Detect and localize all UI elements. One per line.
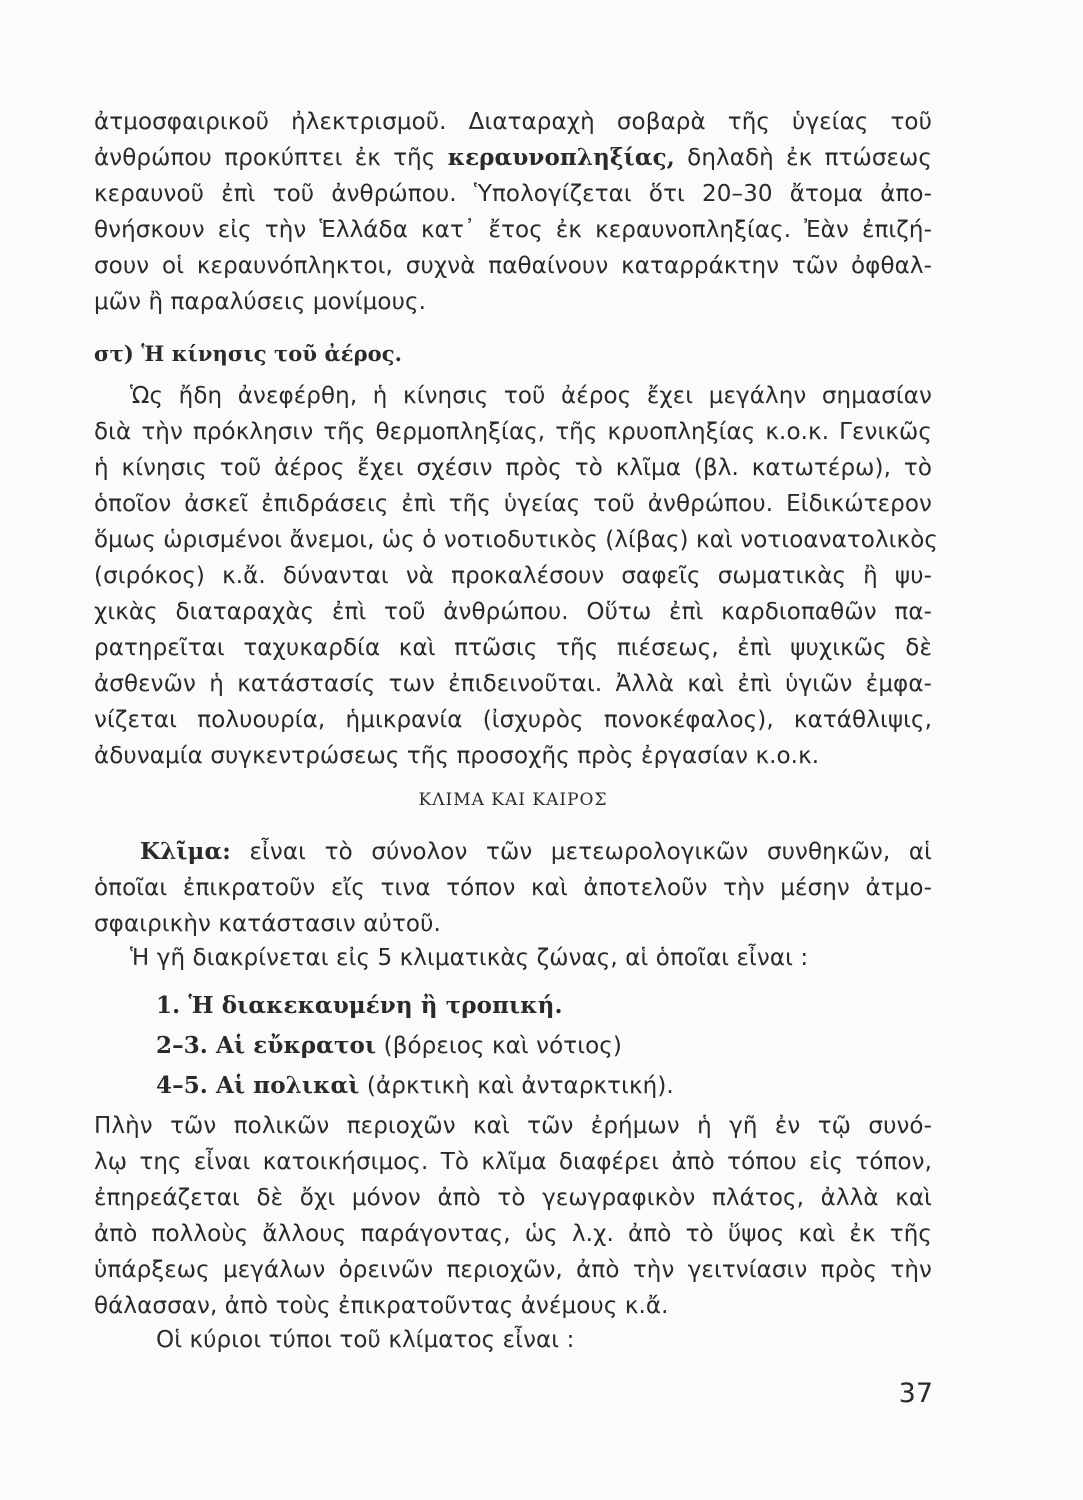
subsection-title [94, 336, 932, 372]
text-line: νίζεται πολυουρία, ἡμικρανία (ἰσχυρὸς πονοκέφαλος), κατάθλιψις, [94, 707, 932, 733]
text-line: χικὰς διαταραχὰς ἐπὶ τοῦ ἀνθρώπου. Οὕτω ἐπὶ καρδιοπαθῶν πα- [94, 599, 932, 625]
bold-term: 2–3. Αἱ εὔκρατοι [156, 1032, 377, 1059]
text-line: ρατηρεῖται ταχυκαρδία καὶ πτῶσις τῆς πιέσεως, ἐπὶ ψυχικῶς δὲ [94, 635, 932, 661]
climate-zones-list [94, 986, 932, 1106]
paragraph-lightning [94, 104, 932, 320]
text-line: διὰ τὴν πρόκλησιν τῆς θερμοπληξίας, τῆς κρυοπληξίας κ.ο.κ. Γενικῶς [94, 419, 932, 445]
text-run: ἀνθρώπου προκύπτει ἐκ τῆς [94, 145, 448, 171]
text-line: (σιρόκος) κ.ἄ. δύνανται νὰ προκαλέσουν σαφεῖς σωματικὰς ἢ ψυ- [94, 563, 932, 589]
text-line: ὅμως ὡρισμένοι ἄνεμοι, ὡς ὁ νοτιοδυτικὸς (λίβας) καὶ νοτιοανατολικὸς [94, 527, 938, 553]
paragraph-habitability [94, 1108, 932, 1324]
closing-line: Οἱ κύριοι τύποι τοῦ κλίματος εἶναι : [156, 1327, 575, 1353]
zones-intro: Ἡ γῆ διακρίνεται εἰς 5 κλιματικὰς ζώνας, αἱ ὁποῖαι εἶναι : [130, 945, 809, 971]
text-line [94, 140, 932, 176]
text-line [94, 986, 932, 1026]
text-line: ἀτμοσφαιρικοῦ ἠλεκτρισμοῦ. Διαταραχὴ σοβαρὰ τῆς ὑγείας τοῦ [94, 109, 932, 135]
text-run: (βόρειος καὶ νότιος) [376, 1033, 622, 1059]
bold-term: κεραυνοπληξίας, [447, 144, 675, 171]
text-run: (ἀρκτικὴ καὶ ἀνταρκτική). [359, 1073, 674, 1099]
text-line: ἐπηρεάζεται δὲ ὄχι μόνον ἀπὸ τὸ γεωγραφικὸν πλάτος, ἀλλὰ καὶ [94, 1185, 932, 1211]
bold-term: 1. Ἡ διακεκαυμένη ἢ τροπική. [156, 992, 563, 1019]
text-run: δηλαδὴ ἐκ πτώσεως [674, 145, 933, 171]
text-line [94, 1026, 932, 1066]
text-line: μῶν ἢ παραλύσεις μονίμους. [94, 289, 426, 315]
text-line: σουν οἱ κεραυνόπληκτοι, συχνὰ παθαίνουν καταρράκτην τῶν ὀφθαλ- [94, 253, 932, 279]
closing-block [94, 1322, 932, 1358]
paragraph-climate-definition [94, 834, 932, 942]
text-line: θάλασσαν, ἀπὸ τοὺς ἐπικρατοῦντας ἀνέμους κ.ἄ. [94, 1293, 669, 1319]
text-line: ἀσθενῶν ἡ κατάστασίς των ἐπιδεινοῦται. Ἀλλὰ καὶ ἐπὶ ὑγιῶν ἐμφα- [94, 671, 932, 697]
text-line: ὑπάρξεως μεγάλων ὀρεινῶν περιοχῶν, ἀπὸ τὴν γειτνίασιν πρὸς τὴν [94, 1257, 932, 1283]
text-line: ὁποῖαι ἐπικρατοῦν εἴς τινα τόπον καὶ ἀποτελοῦν τὴν μέσην ἀτμο- [94, 875, 932, 901]
zones-intro-block [94, 940, 932, 976]
text-line [94, 1066, 932, 1106]
text-line: κεραυνοῦ ἐπὶ τοῦ ἀνθρώπου. Ὑπολογίζεται ὅτι 20–30 ἄτομα ἀπο- [94, 181, 932, 207]
text-line: σφαιρικὴν κατάστασιν αὐτοῦ. [94, 911, 441, 937]
subsection-heading: στ) Ἡ κίνησις τοῦ ἀέρος. [94, 341, 403, 366]
text-line: Πλὴν τῶν πολικῶν περιοχῶν καὶ τῶν ἐρήμων ἡ γῆ ἐν τῷ συνό- [94, 1113, 932, 1139]
text-line: θνήσκουν εἰς τὴν Ἑλλάδα κατ᾽ ἔτος ἐκ κεραυνοπληξίας. Ἐὰν ἐπιζή- [94, 217, 932, 243]
text-line: ἀδυναμία συγκεντρώσεως τῆς προσοχῆς πρὸς ἐργασίαν κ.ο.κ. [94, 743, 820, 769]
text-line [94, 834, 932, 870]
text-line: ἡ κίνησις τοῦ ἀέρος ἔχει σχέσιν πρὸς τὸ κλῖμα (βλ. κατωτέρω), τὸ [94, 455, 932, 481]
section-heading: ΚΛΙΜΑ ΚΑΙ ΚΑΙΡΟΣ [418, 790, 608, 810]
page-number: 37 [898, 1378, 933, 1409]
text-line: Ὡς ἤδη ἀνεφέρθη, ἡ κίνησις τοῦ ἀέρος ἔχει μεγάλην σημασίαν [130, 383, 932, 409]
text-line: ὁποῖον ἀσκεῖ ἐπιδράσεις ἐπὶ τῆς ὑγείας τοῦ ἀνθρώπου. Εἰδικώτερον [94, 491, 932, 517]
paragraph-air-movement [94, 378, 938, 774]
bold-term: Κλῖμα: [140, 838, 231, 865]
text-line: λῳ της εἶναι κατοικήσιμος. Τὸ κλῖμα διαφέρει ἀπὸ τόπου εἰς τόπον, [94, 1149, 932, 1175]
bold-term: 4–5. Αἱ πολικαὶ [156, 1072, 360, 1099]
text-run: εἶναι τὸ σύνολον τῶν μετεωρολογικῶν συνθηκῶν, αἱ [230, 839, 932, 865]
text-line: ἀπὸ πολλοὺς ἄλλους παράγοντας, ὡς λ.χ. ἀπὸ τὸ ὕψος καὶ ἐκ τῆς [94, 1221, 932, 1247]
